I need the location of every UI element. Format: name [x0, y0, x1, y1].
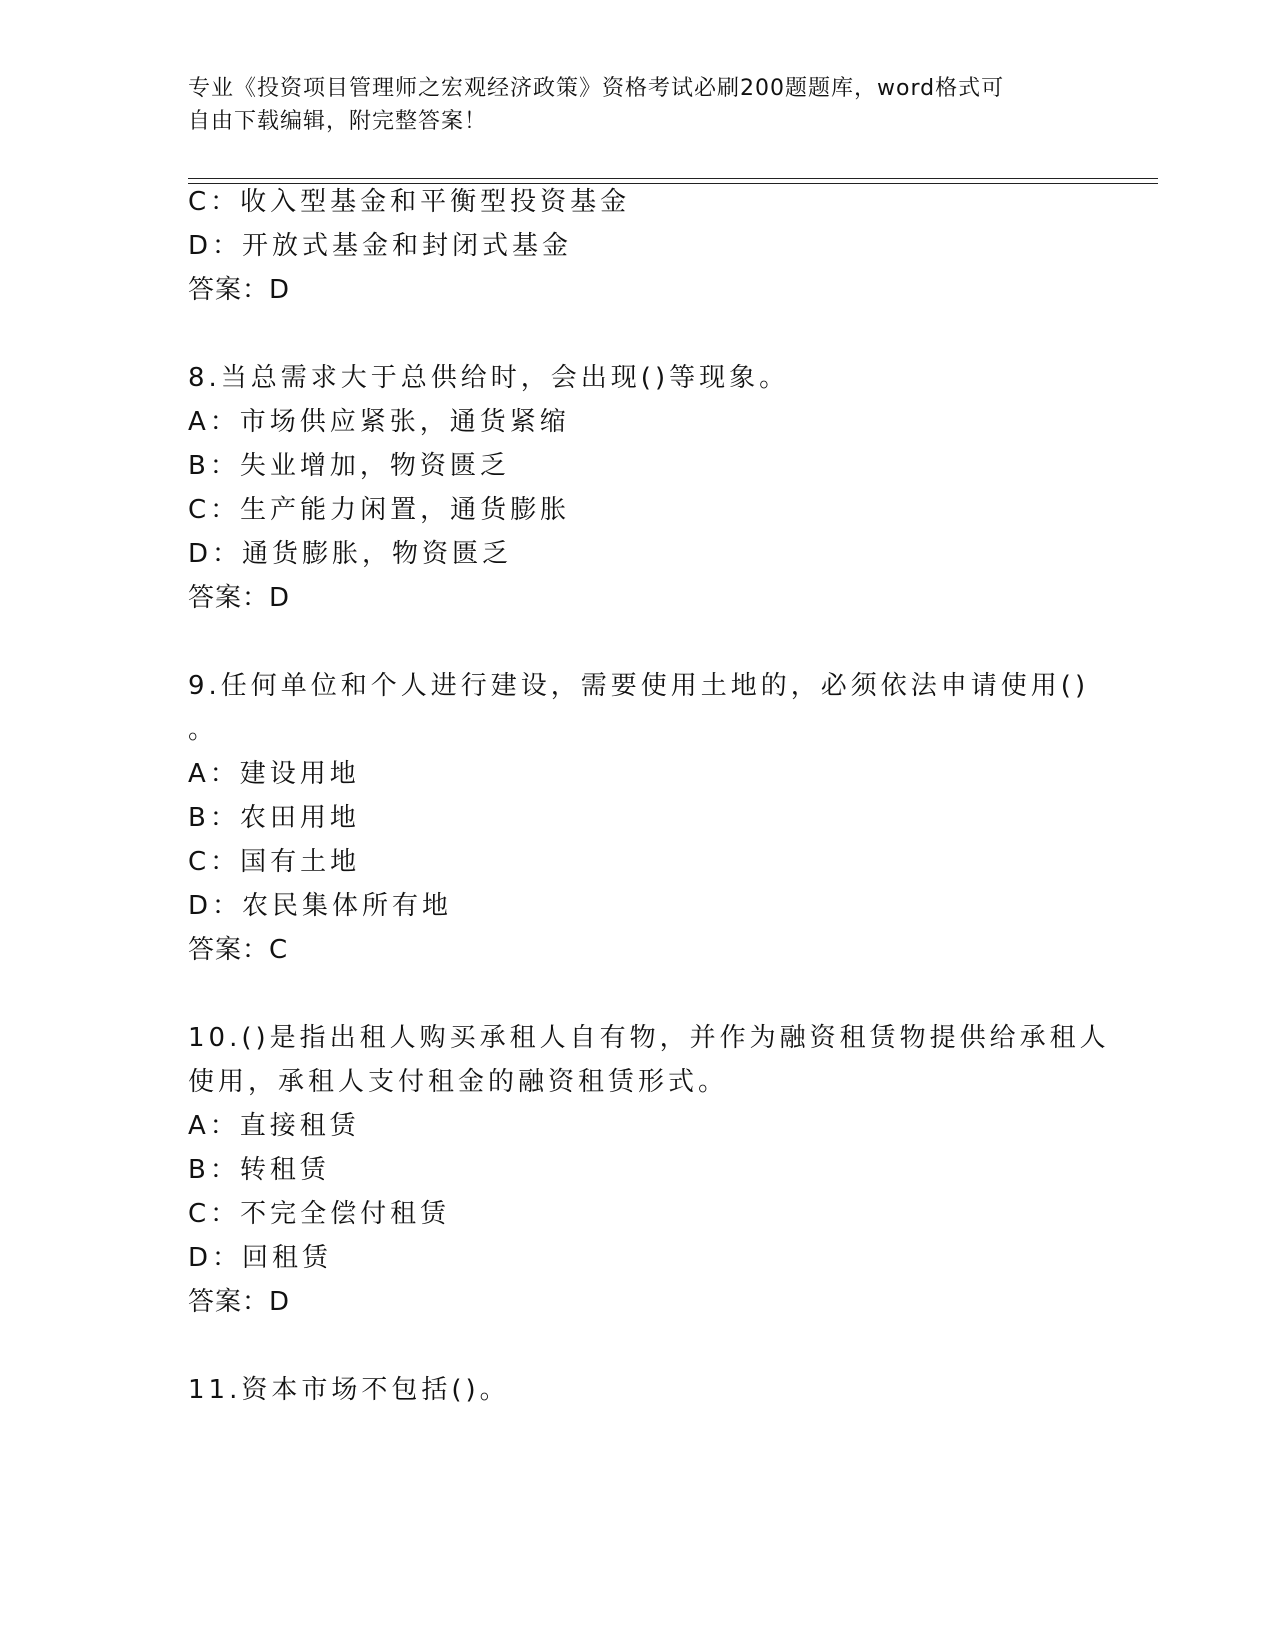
q7-option-c: C：收入型基金和平衡型投资基金 — [188, 187, 631, 217]
q10-option-c: C：不完全偿付租赁 — [188, 1199, 451, 1229]
q9-question-line-1: 9.任何单位和个人进行建设，需要使用土地的，必须依法申请使用() — [188, 671, 1090, 701]
q8-option-a: A：市场供应紧张，通货紧缩 — [188, 407, 570, 437]
q10-answer: 答案：D — [188, 1287, 291, 1317]
q7-option-d: D：开放式基金和封闭式基金 — [188, 231, 573, 261]
header-line-2: 自由下载编辑，附完整答案！ — [188, 109, 488, 134]
q10-option-b: B：转租赁 — [188, 1155, 330, 1185]
q8-option-c: C：生产能力闲置，通货膨胀 — [188, 495, 571, 525]
q10-option-a: A：直接租赁 — [188, 1111, 360, 1141]
q9-option-a: A：建设用地 — [188, 759, 360, 789]
q9-answer: 答案：C — [188, 935, 289, 965]
header-divider-top — [188, 178, 1158, 179]
q10-question-line-2: 使用，承租人支付租金的融资租赁形式。 — [188, 1067, 729, 1097]
q11-question: 11.资本市场不包括()。 — [188, 1375, 510, 1405]
q8-question: 8.当总需求大于总供给时，会出现()等现象。 — [188, 363, 790, 393]
q10-question-line-1: 10.()是指出租人购买承租人自有物，并作为融资租赁物提供给承租人 — [188, 1023, 1110, 1053]
q9-option-d: D：农民集体所有地 — [188, 891, 453, 921]
q9-question-line-2: 。 — [188, 715, 219, 745]
q10-option-d: D：回租赁 — [188, 1243, 333, 1273]
q8-answer: 答案：D — [188, 583, 291, 613]
q8-option-b: B：失业增加，物资匮乏 — [188, 451, 510, 481]
q9-option-b: B：农田用地 — [188, 803, 360, 833]
q8-option-d: D：通货膨胀，物资匮乏 — [188, 539, 513, 569]
q7-answer: 答案：D — [188, 275, 291, 305]
header-line-1: 专业《投资项目管理师之宏观经济政策》资格考试必刷200题题库，word格式可 — [188, 76, 1005, 101]
document-header — [188, 72, 1068, 138]
header-divider-bottom — [188, 183, 1158, 184]
q9-option-c: C：国有土地 — [188, 847, 361, 877]
